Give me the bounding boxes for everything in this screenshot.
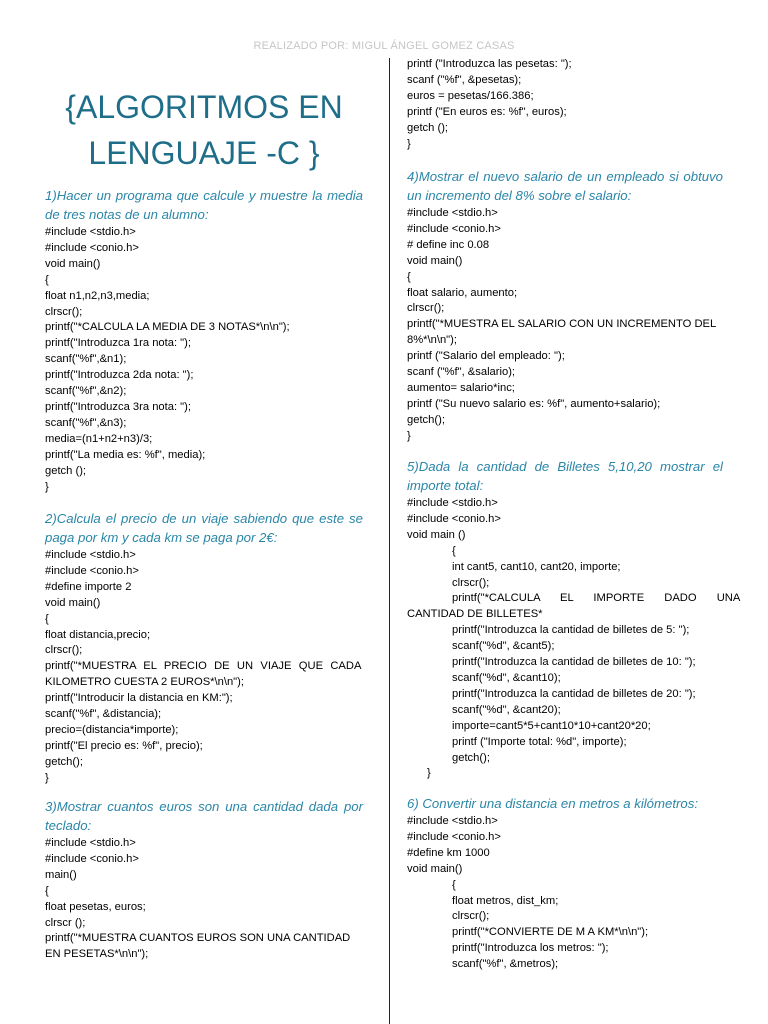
- code-line: void main(): [407, 862, 463, 875]
- title-line-1: {ALGORITMOS EN: [65, 89, 343, 125]
- code-line: void main(): [45, 257, 101, 270]
- code-line: float metros, dist_km;: [452, 894, 559, 907]
- code-line: scanf("%f", &distancia);: [45, 708, 162, 721]
- section-2-code: [45, 548, 363, 787]
- section-5: [407, 457, 741, 782]
- code-line: media=(n1+n2+n3)/3;: [45, 432, 153, 445]
- code-line: scanf("%d", &cant5);: [452, 640, 555, 653]
- author-header: REALIZADO POR: MIGUL ÁNGEL GOMEZ CASAS: [253, 40, 515, 52]
- code-line: void main(): [407, 254, 463, 267]
- code-line: scanf("%d", &cant20);: [452, 703, 561, 716]
- code-line: #define importe 2: [45, 580, 132, 593]
- title-line-2: LENGUAJE -C }: [88, 135, 320, 171]
- section-5-heading: 5)Dada la cantidad de Billetes 5,10,20 mostrar el importe total:: [407, 459, 723, 493]
- section-6-code: [407, 814, 723, 973]
- code-line: }: [45, 771, 49, 784]
- section-2-heading: 2)Calcula el precio de un viaje sabiendo que este se paga por km y cada km se paga por 2€:: [45, 511, 363, 545]
- code-line: #include <stdio.h>: [407, 497, 498, 509]
- code-line: printf("*CONVIERTE DE M A KM*\n\n");: [452, 926, 649, 939]
- section-1: [45, 186, 363, 495]
- code-line: #include <stdio.h>: [407, 207, 498, 219]
- section-3-code: [45, 836, 363, 963]
- code-line: scanf ("%f", &salario);: [407, 366, 516, 379]
- code-line: }: [407, 137, 411, 150]
- code-line: float pesetas, euros;: [45, 900, 146, 913]
- code-line: clrscr();: [452, 910, 490, 923]
- section-1-code: [45, 225, 363, 495]
- code-line: scanf("%f", &metros);: [452, 958, 559, 971]
- code-line: precio=(distancia*importe);: [45, 723, 179, 736]
- code-line: {: [45, 273, 49, 286]
- code-line: float n1,n2,n3,media;: [45, 289, 150, 302]
- code-line: void main(): [45, 596, 101, 609]
- section-3-heading: 3)Mostrar cuantos euros son una cantidad dada por teclado:: [45, 799, 363, 833]
- section-3-continuation: [407, 57, 723, 152]
- code-line: float distancia,precio;: [45, 628, 151, 641]
- code-line: main(): [45, 868, 77, 881]
- code-line: printf ("En euros es: %f", euros);: [407, 105, 567, 118]
- code-line: #include <stdio.h>: [45, 837, 136, 849]
- code-line: CANTIDAD DE BILLETES*: [407, 608, 543, 621]
- code-line: scanf ("%f", &pesetas);: [407, 73, 522, 86]
- code-line: scanf("%f",&n2);: [45, 385, 127, 398]
- section-2: [45, 509, 363, 787]
- section-4-heading: 4)Mostrar el nuevo salario de un empleado si obtuvo un incremento del 8% sobre el salario:: [407, 169, 723, 203]
- code-line: void main (): [407, 528, 466, 541]
- code-line: getch();: [407, 413, 445, 426]
- page-title: [45, 84, 363, 176]
- code-line: printf("Introduzca los metros: ");: [452, 942, 609, 955]
- code-line: printf ("Su nuevo salario es: %f", aumento+salario);: [407, 397, 661, 410]
- code-line: printf("Introduzca la cantidad de billetes de 20: ");: [452, 687, 696, 700]
- section-4: [407, 167, 723, 445]
- code-line: clrscr();: [45, 644, 83, 657]
- code-line: printf("Introduzca 3ra nota: ");: [45, 400, 191, 413]
- code-line: clrscr();: [407, 302, 445, 315]
- code-line: getch ();: [407, 121, 449, 134]
- code-line: clrscr();: [452, 576, 490, 589]
- code-line: scanf("%d", &cant10);: [452, 671, 561, 684]
- code-line: #include <stdio.h>: [407, 815, 498, 827]
- code-line: printf("Introduzca la cantidad de billetes de 5: ");: [452, 624, 690, 637]
- code-line: printf("La media es: %f", media);: [45, 448, 206, 461]
- section-3: [45, 797, 363, 963]
- code-line: #include <conio.h>: [407, 830, 501, 843]
- code-line: printf("*CALCULA LA MEDIA DE 3 NOTAS*\n\n");: [45, 321, 290, 334]
- code-line: printf ("Introduzca las pesetas: ");: [407, 58, 572, 70]
- code-line: getch();: [452, 751, 490, 764]
- code-line: #include <conio.h>: [45, 564, 139, 577]
- section-6: [407, 794, 723, 973]
- code-line: {: [452, 878, 456, 891]
- code-line: euros = pesetas/166.386;: [407, 89, 534, 102]
- code-line: scanf("%f",&n1);: [45, 353, 127, 366]
- section-3-code-continued: [407, 57, 723, 152]
- code-line: printf("*MUESTRA CUANTOS EUROS SON UNA CANTIDAD: [45, 932, 351, 945]
- code-line: clrscr();: [45, 305, 83, 318]
- code-line: 8%*\n\n");: [407, 334, 457, 347]
- section-6-heading: 6) Convertir una distancia en metros a kilómetros:: [407, 796, 698, 811]
- code-line: #include <conio.h>: [407, 222, 501, 235]
- code-line: printf("Introducir la distancia en KM:");: [45, 692, 233, 705]
- section-1-heading: 1)Hacer un programa que calcule y muestre la media de tres notas de un alumno:: [45, 188, 363, 222]
- column-divider: [389, 58, 390, 1024]
- code-line: printf("*CALCULA EL IMPORTE DADO UNA: [452, 592, 741, 605]
- code-line: #include <conio.h>: [407, 512, 501, 525]
- code-line: scanf("%f",&n3);: [45, 416, 127, 429]
- code-line: #include <conio.h>: [45, 852, 139, 865]
- code-line: {: [45, 884, 49, 897]
- code-line: printf("Introduzca 2da nota: ");: [45, 369, 194, 382]
- code-line: {: [45, 612, 49, 625]
- code-line: {: [452, 544, 456, 557]
- code-line: #include <stdio.h>: [45, 549, 136, 561]
- code-line: }: [427, 767, 431, 780]
- code-line: aumento= salario*inc;: [407, 381, 515, 394]
- code-line: }: [407, 429, 411, 442]
- code-line: KILOMETRO CUESTA 2 EUROS*\n\n");: [45, 676, 244, 689]
- code-line: printf("Introduzca la cantidad de billetes de 10: ");: [452, 656, 696, 669]
- code-line: printf("El precio es: %f", precio);: [45, 739, 203, 752]
- code-line: importe=cant5*5+cant10*10+cant20*20;: [452, 719, 651, 732]
- code-line: getch ();: [45, 464, 87, 477]
- code-line: getch();: [45, 755, 83, 768]
- code-line: printf ("Importe total: %d", importe);: [452, 735, 627, 748]
- code-line: printf ("Salario del empleado: ");: [407, 350, 565, 363]
- code-line: #include <conio.h>: [45, 241, 139, 254]
- code-line: #define km 1000: [407, 846, 490, 859]
- code-line: clrscr ();: [45, 916, 86, 929]
- code-line: EN PESETAS*\n\n");: [45, 948, 149, 961]
- code-line: #include <stdio.h>: [45, 226, 136, 238]
- code-line: # define inc 0.08: [407, 238, 490, 251]
- code-line: int cant5, cant10, cant20, importe;: [452, 560, 621, 573]
- code-line: printf("*MUESTRA EL PRECIO DE UN VIAJE QUE CADA: [45, 660, 362, 673]
- section-4-code: [407, 206, 723, 445]
- code-line: {: [407, 270, 411, 283]
- section-5-code: [407, 496, 741, 782]
- code-line: }: [45, 480, 49, 493]
- code-line: printf("*MUESTRA EL SALARIO CON UN INCREMENTO DEL: [407, 318, 717, 331]
- code-line: float salario, aumento;: [407, 286, 518, 299]
- code-line: printf("Introduzca 1ra nota: ");: [45, 337, 191, 350]
